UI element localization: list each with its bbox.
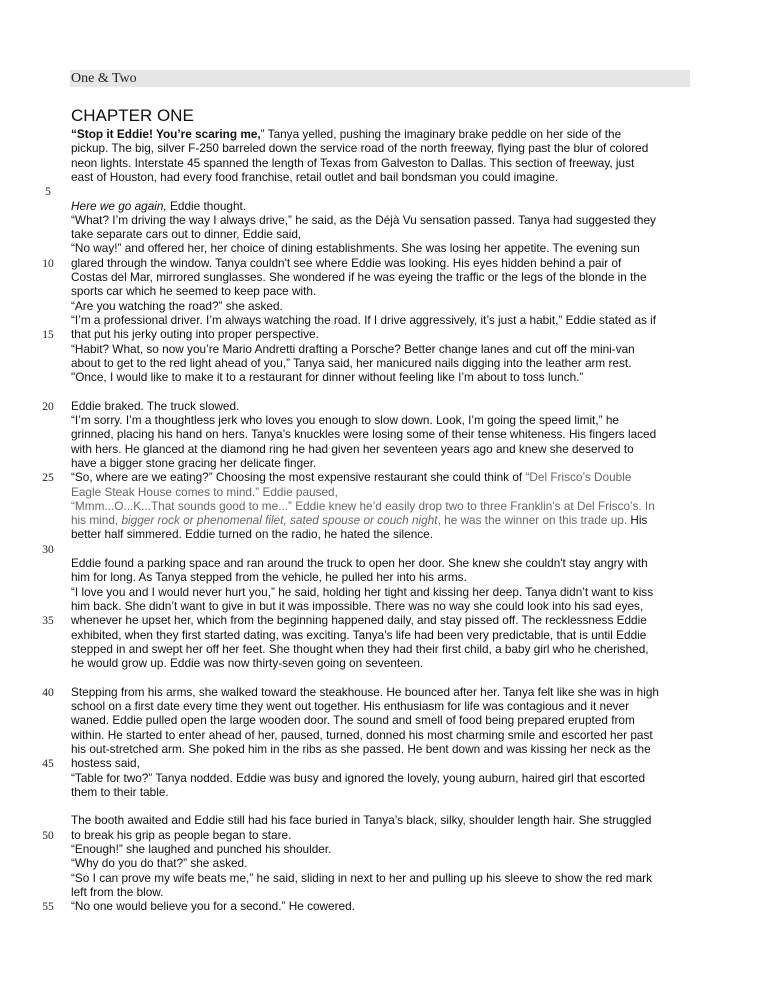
text-line — [71, 699, 629, 713]
text-line — [71, 728, 653, 742]
line-number: 45 — [42, 758, 54, 771]
text-line — [71, 213, 656, 227]
text-run: whenever he upset her, which from the beginning happened daily, and stay pissed off. The recklessness Eddie — [71, 613, 647, 628]
text-line — [71, 413, 619, 427]
text-run: Eddie braked. The truck slowed. — [71, 398, 240, 413]
text-run: school on a first date every time they went out together. His enthusiasm for life was contagious and it never — [71, 699, 630, 713]
text-line — [71, 613, 647, 627]
text-run: “I’m a professional driver. I’m always watching the road. If I drive aggressively, it’s just a habit,” Eddie stated as if — [71, 312, 657, 327]
text-run: “I’m sorry. I’m a thoughtless jerk who loves you enough to slow down. Look, I’m going the speed limit,” he — [71, 413, 619, 427]
text-run: sports car which he seemed to keep pace with. — [71, 284, 317, 299]
text-line — [71, 771, 645, 785]
text-run: "Once, I would like to make it to a restaurant for dinner without feeling like I’m about to toss lunch.” — [71, 370, 584, 385]
text-run: he would grow up. Eddie was now thirty-seven going on seventeen. — [71, 656, 424, 671]
text-line — [71, 427, 656, 441]
text-line — [71, 742, 651, 756]
text-run: “Mmm...O...K...That sounds good to me...” Eddie knew he’d easily drop two to three Franklin’s at Del Frisco’s. In — [71, 498, 655, 513]
text-line — [71, 299, 283, 313]
text-run: “Enough!” she laughed and punched his shoulder. — [71, 842, 332, 856]
text-run: Eddie found a parking space and ran around the truck to open her door. She knew she couldn't stay angry with — [71, 556, 648, 570]
text-line — [71, 656, 423, 670]
text-run: “So I can prove my wife beats me,” he said, sliding in next to her and pulling up his sleeve to show the red mark — [71, 870, 652, 885]
line-number: 25 — [42, 472, 54, 485]
text-run: within. He started to enter ahead of her, paused, turned, donned his most charming smile and escorted her past — [71, 727, 653, 742]
line-number: 10 — [42, 257, 54, 270]
text-run: about to get to the red light ahead of you,” Tanya said, her manicured nails digging into the leather arm rest. — [71, 355, 632, 370]
text-run: him back. She didn’t want to give in but it was impossible. There was no way she could look into his sad eyes, — [71, 598, 644, 613]
text-run: Eddie thought. — [166, 198, 247, 213]
text-run: His — [627, 513, 648, 528]
text-run: his mind, — [71, 513, 122, 528]
text-run: them to their table. — [71, 784, 169, 799]
text-run: “Habit? What, so now you’re Mario Andretti drafting a Porsche? Better change lanes and cut off the mini-van — [71, 341, 635, 356]
text-line — [71, 170, 558, 184]
text-run: east of Houston, had every food franchise, retail outlet and bail bondsman you could imagine. — [71, 169, 559, 184]
line-number: 15 — [42, 329, 54, 342]
text-line — [71, 899, 355, 913]
text-run: take separate cars out to dinner, Eddie said, — [71, 227, 302, 242]
text-line — [71, 485, 338, 499]
line-number: 5 — [45, 186, 51, 199]
text-line — [71, 499, 655, 513]
text-line — [71, 284, 316, 298]
text-line — [71, 270, 647, 284]
text-run: “Del Frisco’s Double — [525, 470, 632, 485]
text-line — [71, 628, 646, 642]
text-line — [71, 785, 169, 799]
text-line — [71, 313, 656, 327]
text-run: Stepping from his arms, she walked toward the steakhouse. He bounced after her. Tanya felt like she was in high — [71, 684, 659, 699]
text-run: Eagle Steak House comes to mind.” Eddie paused, — [71, 484, 338, 499]
text-line — [71, 513, 647, 527]
running-header: One & Two — [70, 70, 690, 87]
text-line — [71, 327, 319, 341]
text-run: “Why do you do that?” she asked. — [71, 856, 248, 871]
text-line — [71, 842, 331, 856]
text-line — [71, 813, 651, 827]
text-run: “I love you and I would never hurt you,” he said, holding her tight and kissing her deep. Tanya didn’t want to kiss — [71, 584, 654, 599]
line-number: 20 — [42, 400, 54, 413]
text-run: left from the blow. — [71, 884, 164, 899]
text-run: have a bigger stone gracing her delicate finger. — [71, 455, 317, 470]
text-line — [71, 241, 640, 255]
text-run: “Stop it Eddie! You’re scaring me, — [71, 127, 261, 141]
text-line — [71, 570, 467, 584]
text-run: glared through the window. Tanya couldn't see where Eddie was looking. His eyes hidden behind a pair of — [71, 255, 622, 270]
text-line — [71, 756, 140, 770]
text-run: Costas del Mar, mirrored sunglasses. She wondered if he was eyeing the traffic or the legs of the blonde in the — [71, 270, 647, 284]
text-line — [71, 399, 239, 413]
text-run: “So, where are we eating?” Choosing the most expensive restaurant she could think of — [71, 470, 526, 485]
text-line — [71, 856, 247, 870]
text-run: , he was the winner on this trade up. — [437, 513, 628, 528]
text-line — [71, 685, 659, 699]
text-run: stepped in and swept her off her feet. She thought when they had their first child, a baby girl who he cherished, — [71, 641, 649, 656]
text-line — [71, 885, 163, 899]
text-run: him for long. As Tanya stepped from the vehicle, he pulled her into his arms. — [71, 570, 467, 585]
text-run: hostess said, — [71, 756, 140, 771]
text-line — [71, 456, 316, 470]
text-run: Here we go again, — [71, 198, 167, 213]
text-run: “No way!” and offered her, her choice of dining establishments. She was losing her appetite. The evening sun — [71, 241, 640, 256]
text-run: with hers. He glanced at the diamond ring he had given her seventeen years ago and knew she deserved to — [71, 441, 634, 456]
line-number: 50 — [42, 829, 54, 842]
text-line — [71, 470, 631, 484]
text-line — [71, 599, 643, 613]
text-line — [71, 156, 634, 170]
text-line — [71, 871, 652, 885]
text-line — [71, 585, 653, 599]
text-run: ” Tanya yelled, pushing the imaginary brake peddle on her side of the — [260, 127, 622, 141]
line-number: 35 — [42, 615, 54, 628]
text-run: exhibited, when they first started dating, was exciting. Tanya’s life had been very predictable, that is until Eddie — [71, 627, 647, 642]
text-line — [71, 713, 635, 727]
line-number: 40 — [42, 686, 54, 699]
text-run: grinned, placing his hand on hers. Tanya’s knuckles were losing some of their tense whiteness. His fingers laced — [71, 427, 657, 442]
line-number: 55 — [42, 901, 54, 914]
text-run: waned. Eddie pulled open the large wooden door. The sound and smell of food being prepared erupted from — [71, 713, 635, 728]
text-line — [71, 227, 301, 241]
chapter-heading: CHAPTER ONE — [71, 106, 194, 125]
text-line — [71, 127, 621, 141]
text-run: “Table for two?” Tanya nodded. Eddie was busy and ignored the lovely, young auburn, haired girl that escorted — [71, 770, 646, 785]
line-number: 30 — [42, 543, 54, 556]
text-run: to break his grip as people began to stare. — [71, 827, 292, 842]
text-line — [71, 828, 291, 842]
text-line — [71, 141, 648, 155]
text-run: “No one would believe you for a second.” He cowered. — [71, 899, 355, 914]
text-run: better half simmered. Eddie turned on the radio, he hated the silence. — [71, 527, 433, 542]
text-run: bigger rock or phenomenal filet, sated spouse or couch night — [121, 513, 438, 528]
text-line — [71, 370, 583, 384]
text-line — [71, 442, 634, 456]
text-line — [71, 199, 246, 213]
text-run: that put his jerky outing into proper perspective. — [71, 327, 319, 342]
text-run: The booth awaited and Eddie still had his face buried in Tanya’s black, silky, shoulder length hair. She struggled — [71, 813, 652, 828]
text-line — [71, 356, 631, 370]
text-run: “What? I’m driving the way I always drive,” he said, as the Déjà Vu sensation passed. Tanya had suggested they — [71, 212, 656, 227]
text-line — [71, 527, 433, 541]
text-run: his out-stretched arm. She poked him in the ribs as she passed. He bent down and was kissing her neck as the — [71, 741, 651, 756]
text-line — [71, 342, 635, 356]
text-run: neon lights. Interstate 45 spanned the length of Texas from Galveston to Dallas. This section of freeway, just — [71, 155, 635, 170]
text-line — [71, 556, 648, 570]
text-run: “Are you watching the road?” she asked. — [71, 298, 283, 313]
text-run: pickup. The big, silver F-250 barreled down the service road of the north freeway, flying past the blur of colored — [71, 141, 649, 156]
text-line — [71, 642, 649, 656]
text-line — [71, 256, 621, 270]
